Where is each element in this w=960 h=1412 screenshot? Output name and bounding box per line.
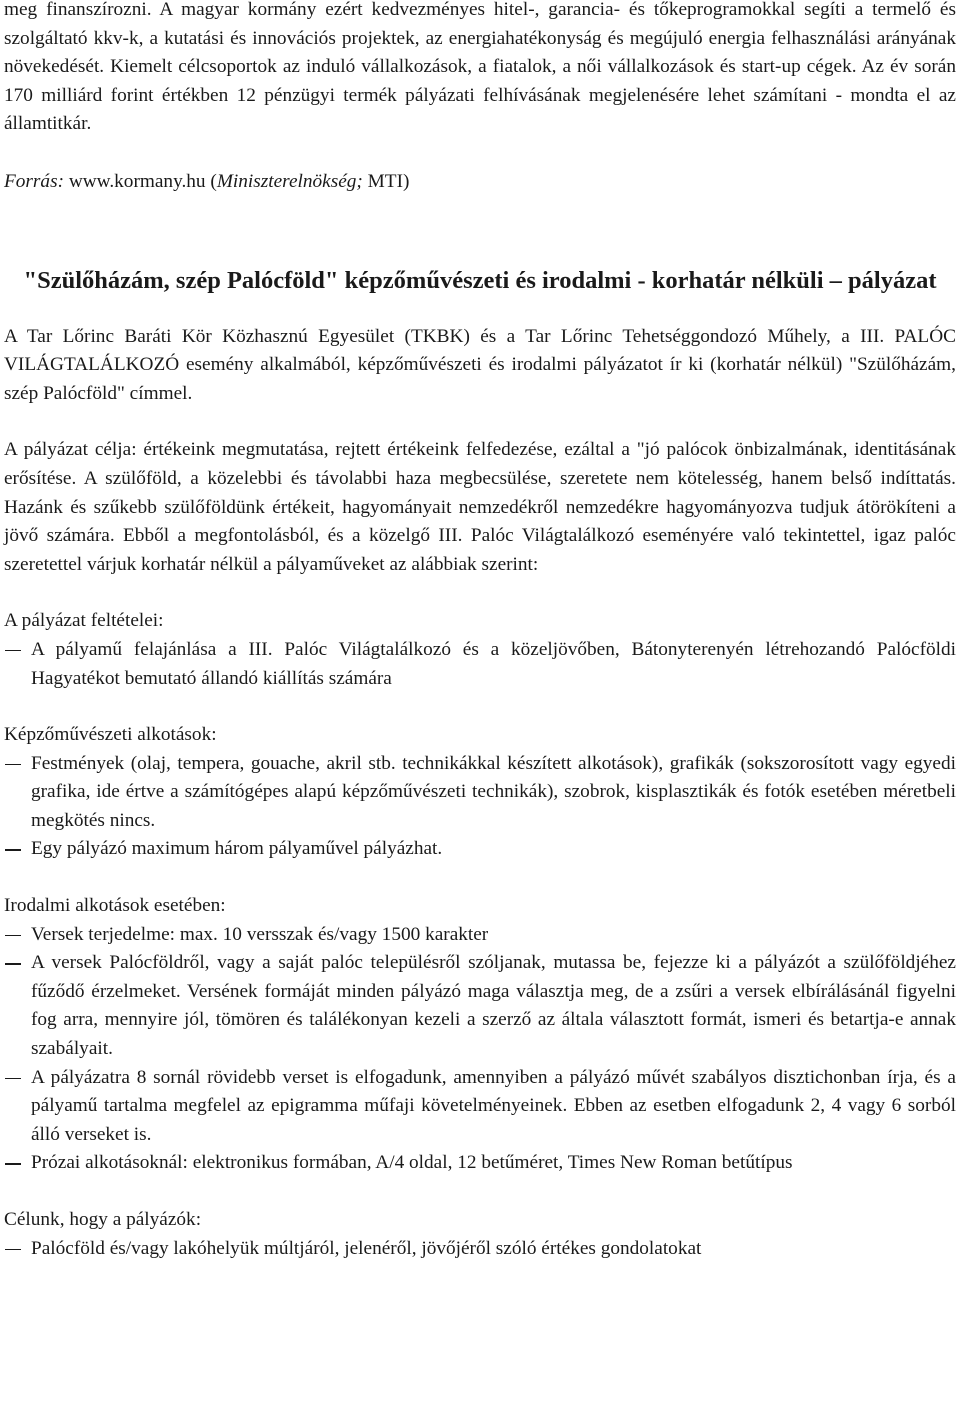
- list-item: Prózai alkotásoknál: elektronikus formában, A/4 oldal, 12 betűméret, Times New Roman betűtípus: [31, 1152, 793, 1174]
- goal-heading: Célunk, hogy a pályázók:: [4, 1209, 202, 1230]
- source-paren-open: (: [210, 170, 217, 192]
- conditions-list: [4, 636, 956, 693]
- source-paren-close: ): [403, 170, 410, 192]
- list-item: A pályamű felajánlása a III. Palóc Világtalálkozó és a közeljövőben, Bátonyterenyén létrehozandó Palócföldi Hagyatékot bemutató állandó kiállítás számára: [31, 638, 956, 689]
- literary-heading: Irodalmi alkotások esetében:: [4, 895, 226, 917]
- visual-arts-heading: Képzőművészeti alkotások:: [4, 724, 217, 746]
- announcement-paragraph: A Tar Lőrinc Baráti Kör Közhasznú Egyesület (TKBK) és a Tar Lőrinc Tehetséggondozó Műhely, a III. PALÓC VILÁGTALÁLKOZÓ esemény alkalmából, képzőművészeti és irodalmi pályázatot ír ki (korhatár nélkül) "Szülőházám, szép Palócföld" címmel.: [4, 325, 956, 404]
- source-line: [4, 168, 956, 197]
- list-item: Egy pályázó maximum három pályaművel pályázhat.: [31, 838, 443, 860]
- source-org: Miniszterelnökség;: [216, 170, 363, 192]
- literary-list: [4, 921, 956, 1178]
- source-link[interactable]: www.kormany.hu: [68, 170, 206, 192]
- source-agency: MTI: [367, 170, 403, 192]
- source-label: Forrás:: [4, 170, 64, 192]
- list-item: Festmények (olaj, tempera, gouache, akril stb. technikákkal készített alkotások), grafikák (sokszorosított vagy egyedi grafika, ide értve a számítógépes alapú képzőművészeti technikák), szobrok, kisplasztikák és fotók esetében méretbeli megkötés nincs.: [31, 752, 956, 831]
- list-item: Versek terjedelme: max. 10 versszak és/vagy 1500 karakter: [31, 923, 489, 945]
- conditions-heading: A pályázat feltételei:: [4, 610, 164, 632]
- intro-paragraph: meg finanszírozni. A magyar kormány ezért kedvezményes hitel-, garancia- és tőkeprogramokkal segíti a termelő és szolgáltató kkv-k, a kutatási és innovációs projektek, az energiahatékonyság és megújuló energia felhasználási arányának növekedését. Kiemelt célcsoportok az induló vállalkozások, a fiatalok, a női vállalkozások és start-up cégek. Az év során 170 milliárd forint értékben 12 pénzügyi termék pályázati felhívásának megjelenésére lehet számítani - mondta el az államtitkár.: [4, 0, 956, 135]
- page-title: "Szülőházám, szép Palócföld" képzőművészeti és irodalmi - korhatár nélküli – pályázat: [23, 266, 937, 294]
- purpose-paragraph: A pályázat célja: értékeink megmutatása, rejtett értékeink felfedezése, ezáltal a "jó palócok önbizalmának, identitásának erősítése. A szülőföld, a közelebbi és távolabbi haza megbecsülése, szeretete nem kötelesség, hanem belső indíttatás. Hazánk és szűkebb szülőföldünk értékeit, hagyományait nemzedékről nemzedékre hagyományozva tudjuk átörökíteni a jövő számára. Ebből a megfontolásból, és a közelgő III. Palóc Világtalálkozó eseményére való tekintettel, igaz palóc szeretettel várjuk korhatár nélkül a pályaműveket az alábbiak szerint:: [4, 439, 956, 575]
- list-item: A pályázatra 8 sornál rövidebb verset is elfogadunk, amennyiben a pályázó művét szabályos disztichonban írja, és a pályamű tartalma megfelel az epigramma műfaji követelményeinek. Ebben az esetben elfogadunk 2, 4 vagy 6 sorból álló verseket is.: [31, 1066, 956, 1145]
- list-item: A versek Palócföldről, vagy a saját palóc településről szóljanak, mutassa be, fejezze ki a pályázót a szülőföldjéhez fűződő érzelmeket. Versének formáját minden pályázó maga választja meg, de a zsűri a versek elbírálásánál figyelni fog arra, mennyire jól, tömören és találékonyan kezeli a szerző az általa választott formát, ismeri és betartja-e annak szabályait.: [31, 952, 956, 1060]
- visual-arts-list: [4, 750, 956, 864]
- goal-list: [4, 1235, 956, 1264]
- list-item: Palócföld és/vagy lakóhelyük múltjáról, jelenéről, jövőjéről szóló értékes gondolatokat: [31, 1237, 702, 1259]
